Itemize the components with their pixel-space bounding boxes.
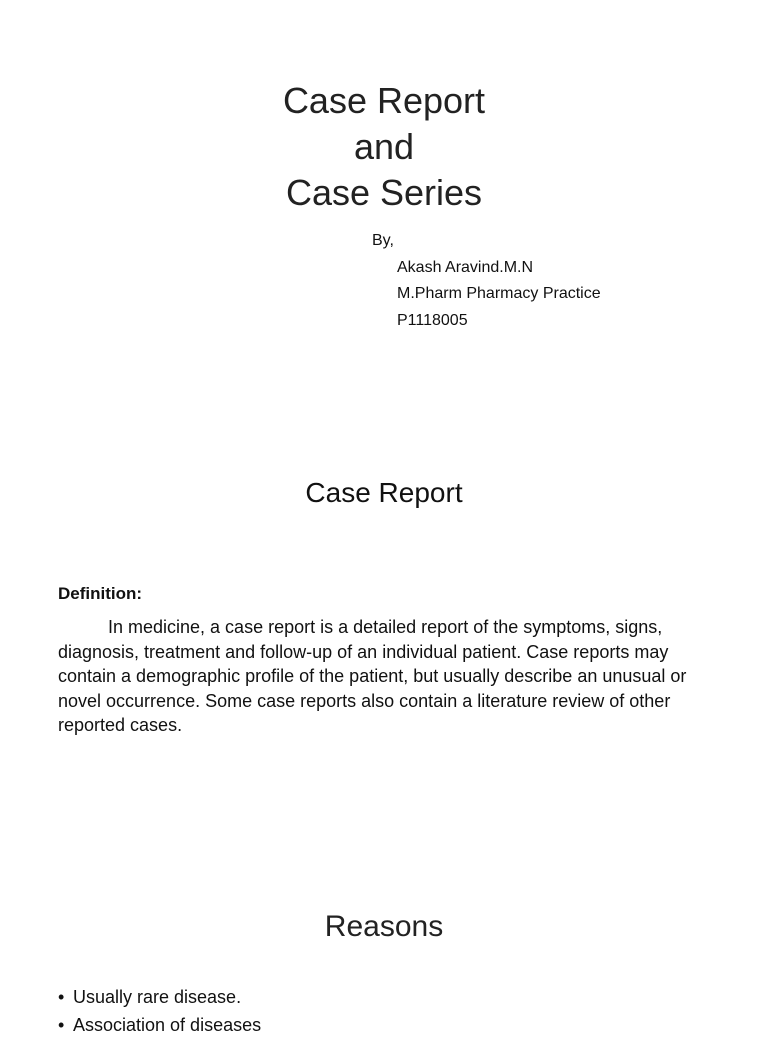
author-id: P1118005 bbox=[397, 311, 468, 329]
title-line: and bbox=[353, 126, 415, 167]
by-label: By, bbox=[372, 232, 394, 249]
author-name: Akash Aravind.M.N bbox=[397, 258, 534, 276]
list-item: • Usually rare disease. bbox=[58, 983, 261, 1011]
definition-label: Definition: bbox=[58, 584, 143, 603]
title-slide bbox=[0, 0, 768, 460]
reasons-list bbox=[58, 983, 261, 1039]
reasons-slide bbox=[0, 900, 768, 1035]
author-block bbox=[372, 228, 601, 334]
definition-text: In medicine, a case report is a detailed report of the symptoms, signs, diagnosis, treatment and follow-up of an individual patient. Case reports may contain a demographic profile of the patient, but usually describe an unusual or novel occurrence. Some case reports also contain a literature review of other reported cases. bbox=[58, 617, 687, 735]
slide-heading: Reasons bbox=[324, 910, 444, 943]
list-item: • Association of diseases bbox=[58, 1011, 261, 1039]
title-line: Case Series bbox=[285, 172, 483, 213]
slide-heading: Case Report bbox=[305, 477, 463, 508]
author-course: M.Pharm Pharmacy Practice bbox=[397, 285, 601, 302]
definition-slide bbox=[0, 460, 768, 900]
title-line: Case Report bbox=[282, 80, 486, 121]
slide-title bbox=[0, 78, 768, 216]
